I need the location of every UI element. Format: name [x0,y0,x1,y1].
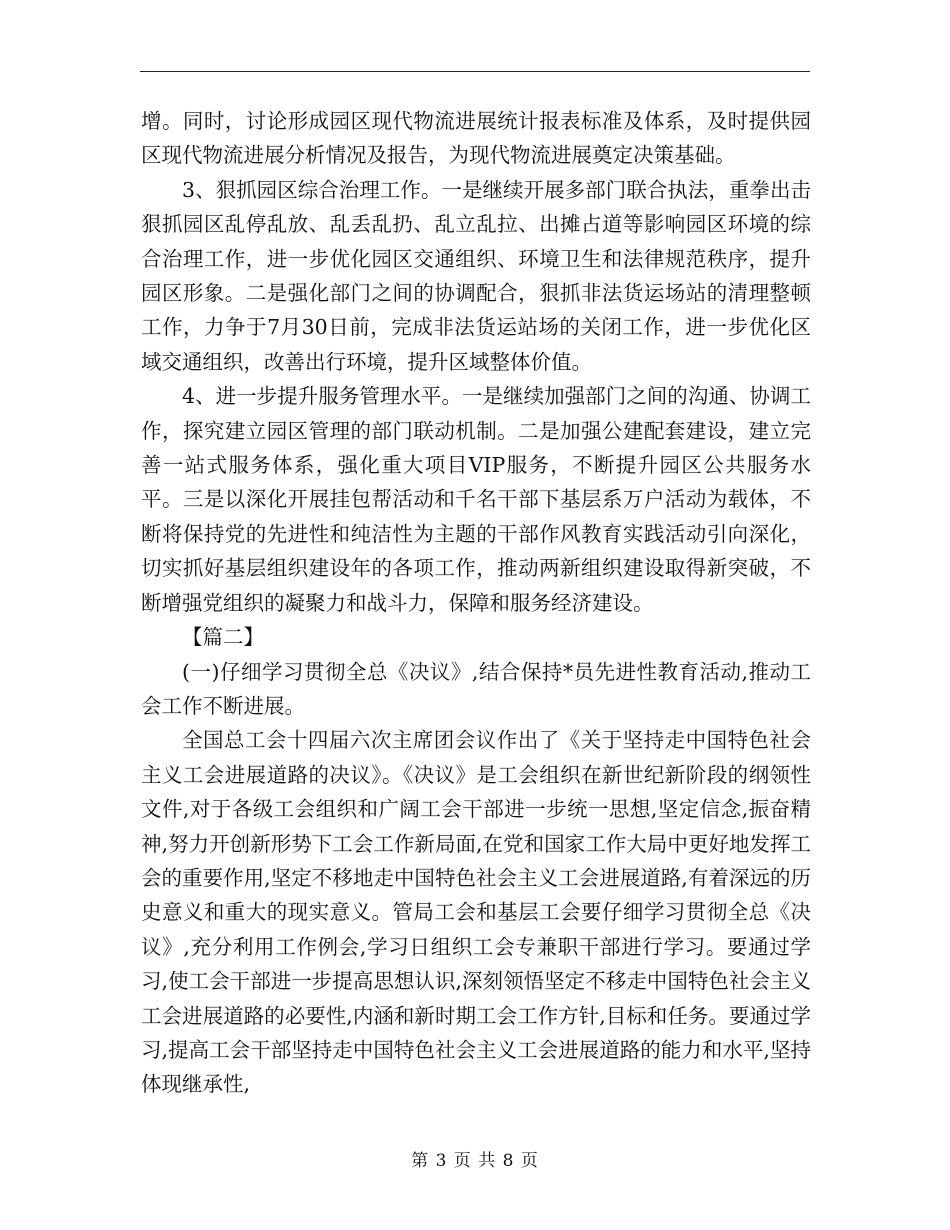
paragraph: 4、进一步提升服务管理水平。一是继续加强部门之间的沟通、协调工作，探究建立园区管理的部门联动机制。二是加强公建配套建设，建立完善一站式服务体系，强化重大项目VIP服务，不断提升园区公共服务水平。三是以深化开展挂包帮活动和千名干部下基层系万户活动为载体，不断将保持党的先进性和纯洁性为主题的干部作风教育实践活动引向深化，切实抓好基层组织建设年的各项工作，推动两新组织建设取得新突破，不断增强党组织的凝聚力和战斗力，保障和服务经济建设。 [141,384,811,615]
paragraph: 增。同时，讨论形成园区现代物流进展统计报表标准及体系，及时提供园区现代物流进展分析情况及报告，为现代物流进展奠定决策基础。 [141,109,811,168]
document-body [141,104,811,1102]
section-heading: 【篇二】 [182,625,264,650]
page-footer: 第 3 页 共 8 页 [411,1151,539,1171]
paragraph: 全国总工会十四届六次主席团会议作出了《关于坚持走中国特色社会主义工会进展道路的决议》。《决议》是工会组织在新世纪新阶段的纲领性文件,对于各级工会组织和广阔工会干部进一步统一思想,坚定信念,振奋精神,努力开创新形势下工会工作新局面,在党和国家工作大局中更好地发挥工会的重要作用,坚定不移地走中国特色社会主义工会进展道路,有着深远的历史意义和重大的现实意义。管局工会和基层工会要仔细学习贯彻全总《决议》,充分利用工作例会,学习日组织工会专兼职干部进行学习。要通过学习,使工会干部进一步提高思想认识,深刻领悟坚定不移走中国特色社会主义工会进展道路的必要性,内涵和新时期工会工作方针,目标和任务。要通过学习,提高工会干部坚持走中国特色社会主义工会进展道路的能力和水平,坚持体现继承性, [141,728,811,1097]
header-rule [140,71,810,72]
paragraph: (一)仔细学习贯彻全总《决议》,结合保持*员先进性教育活动,推动工会工作不断进展。 [141,659,811,718]
paragraph: 3、狠抓园区综合治理工作。一是继续开展多部门联合执法，重拳出击狠抓园区乱停乱放、乱丢乱扔、乱立乱拉、出摊占道等影响园区环境的综合治理工作，进一步优化园区交通组织、环境卫生和法律规范秩序，提升园区形象。二是强化部门之间的协调配合，狠抓非法货运场站的清理整顿工作，力争于7月30日前，完成非法货运站场的关闭工作，进一步优化区域交通组织，改善出行环境，提升区域整体价值。 [141,177,811,374]
